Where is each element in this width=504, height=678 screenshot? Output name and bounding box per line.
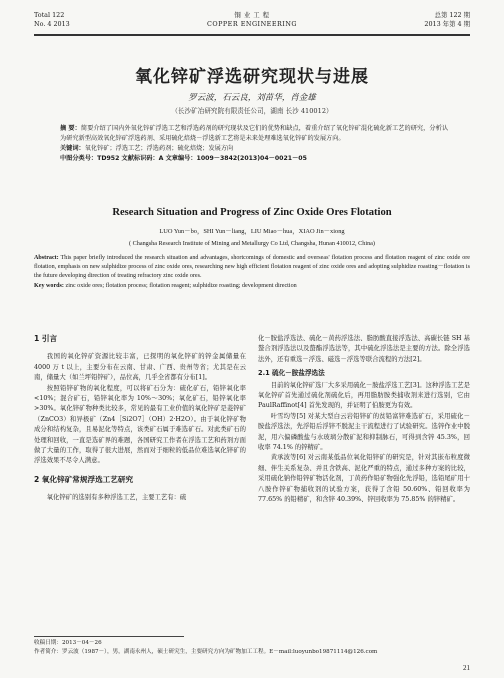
page-number: 21	[463, 664, 470, 672]
paragraph: 叶雪均等[5] 对某大型白云岩铅锌矿的贫铅富锌难选矿石，采用硫化－胺盐浮选法，先浮铅后浮锌不脱泥主干流程进行了试验研究。选锌作业中脱泥，用六偏磷酸盐与水玻璃分散矿泥和抑制脉石，可得到含锌 45.3%，回收率 74.1% 的锌精矿。	[258, 412, 470, 452]
footnote-rule	[34, 636, 184, 637]
paragraph: 目前的氧化锌矿选厂大多采用硫化－胺盐浮选工艺[3]。这种浮选工艺是氧化锌矿首先通过硫化剂硫化后，再用脂肪胺类捕收剂来进行选别，它由 PaulRaffinot[4] 首先发现的，并证明了伯胺更为有效。	[258, 381, 470, 410]
footnote-received: 收稿日期：2013－04－26	[34, 640, 102, 646]
abstract-en	[34, 254, 470, 291]
keywords-cn-text: 氧化锌矿；浮选工艺；浮选药剂；硫化焙烧；发展方向	[84, 145, 234, 152]
header-journal-en: COPPER ENGINEERING	[206, 20, 298, 28]
abstract-cn	[60, 124, 448, 164]
keywords-cn-label: 关键词：	[60, 145, 85, 152]
keywords-en-text: zinc oxide ores; flotation process; flotation reagent; sulphidize roasting; development direction	[65, 282, 297, 289]
abstract-en-body	[34, 254, 470, 282]
affiliation-cn: （长沙矿冶研究院有限责任公司，湖南 长沙 410012）	[171, 107, 333, 115]
body-column-right	[258, 334, 470, 506]
header-right	[424, 11, 470, 29]
title-en: Research Situation and Progress of Zinc Oxide Ores Flotation	[112, 207, 392, 218]
keywords-en	[34, 282, 470, 291]
header-volume-en: Total 122	[34, 11, 65, 19]
abstract-cn-body	[60, 124, 448, 144]
abstract-cn-text: 简要介绍了国内外氧化锌矿浮选工艺和浮选药剂的研究现状及它们的优势和缺点，着重介绍了氧化锌矿混化硫化新工艺的研究，分析认为研究新型高效氧化锌矿浮选药剂、采用硫化焙烧－浮选新工艺将是未来处理难选氧化锌矿的发展方向。	[60, 125, 449, 142]
paragraph: 黄承波等[6] 对云南某低品位氧化铅锌矿的研究是，针对其嵌布粒度微细、伴生关系复杂、并且含铁高、泥化严重的特点，通过多种方案的比较，采用硫化钠作铅锌矿物活化剂，丁黄药作铅矿物强化先浮铅，选铅尾矿用十八胺作锌矿物捕收剂的试验方案，获得了含铅 50.60%、铅回收率为 77.65% 的铅精矿，和含锌 40.39%、锌回收率为 75.85% 的锌精矿。	[258, 454, 470, 504]
paragraph: 氧化锌矿的选别有多种浮选工艺，主要工艺有：硫	[46, 494, 187, 502]
abstract-en-label: Abstract:	[34, 255, 59, 261]
header-issue-en: No. 4 2013	[34, 20, 70, 28]
keywords-cn	[60, 144, 448, 154]
running-header	[34, 11, 470, 35]
paragraph: 我国的氧化锌矿资源比较丰富，已探明的氧化锌矿的锌金属储量在 4000 万 t 以上，主要分布在云南、甘肃、广西、贵州等省；尤其是在云南，储量大（如兰坪铅锌矿），品位高，几乎全省都有分布[1]。	[34, 353, 246, 382]
header-rule	[34, 34, 470, 36]
abstract-en-text: This paper briefly introduced the research situation and advantages, shortcomings of domestic and overseas' flotation process and flotation reagent of zinc oxide ore flotation, emphasis on new sulphidize process of zinc oxide ores, researching new high efficient flotation reagent of zinc oxide ores and adopting sulphidize roasting－flotation is the future developing direction of treating refractory zinc oxide ores.	[34, 255, 470, 280]
authors-en: LUO Yun－bo，SHI Yun－liang，LIU Miao－hua，XIAO Jin－xiong	[159, 228, 345, 235]
header-volume-cn: 总第 122 期	[434, 11, 470, 19]
classification-line: 中图分类号：TD952 文献标识码：A 文章编号：1009－3842(2013)04－0021－05	[60, 155, 307, 162]
abstract-cn-label: 摘 要：	[60, 125, 81, 132]
header-center	[34, 11, 470, 29]
authors-cn: 罗云波，石云良，刘苗华，肖金雄	[188, 93, 316, 103]
header-journal-cn: 铜 业 工 程	[234, 11, 270, 19]
keywords-en-label: Key words:	[34, 282, 64, 289]
section-heading-process: 2 氧化锌矿常规浮选工艺研究	[34, 474, 134, 484]
paragraph: 化－胺盐浮选法、硫化－黄药浮选法、脂肪酸直接浮选法、高碳长链 SH 基螯合剂浮选法以及螯酯浮选法等，其中硫化浮选法是主要的方法。除全浮选法外，还有重选－浮选、磁选－浮选等联合流程的方法[2]。	[258, 335, 470, 363]
body-column-left	[34, 334, 246, 504]
paragraph: 按照铅锌矿物的氧化程度，可以将矿石分为：硫化矿石，铅锌氧化率<10%；混合矿石，铅锌氧化率为 10%～30%；氧化矿石，铅锌氧化率>30%。氧化锌矿物种类比较多，常见的最有工业价值的氧化锌矿是菱锌矿（ZnCO3）和异极矿（Zn4［Si2O7］（OH）2·H2O）。由于氧化锌矿物成分和结构复杂，且易泥化等特点，该类矿石属于难选矿石。对此类矿石的处理和回收，一直是选矿界的难题，各国研究工作者在浮选工艺和药剂方面做了大量的工作，取得了很大进展，然而对于细粒的低品位难选氧化锌矿的浮选效果不尽令人满意。	[34, 384, 246, 465]
subsection-heading: 2.1 硫化－胺盐浮选法	[258, 369, 325, 378]
section-heading-intro: 1 引言	[34, 334, 58, 343]
header-issue-cn: 2013 年第 4 期	[424, 20, 470, 28]
affiliation-en: ( Changsha Research Institute of Mining and Metallurgy Co Ltd, Changsha, Hunan 410012, China)	[129, 240, 375, 247]
title-cn: 氧化锌矿浮选研究现状与进展	[135, 67, 369, 87]
footnote-author: 作者简介：罗云波（1987－），男，湖南永州人，硕士研究生，主要研究方向为矿物加工工程。E－mail:luoyunbo19871114@126.com	[34, 649, 378, 655]
